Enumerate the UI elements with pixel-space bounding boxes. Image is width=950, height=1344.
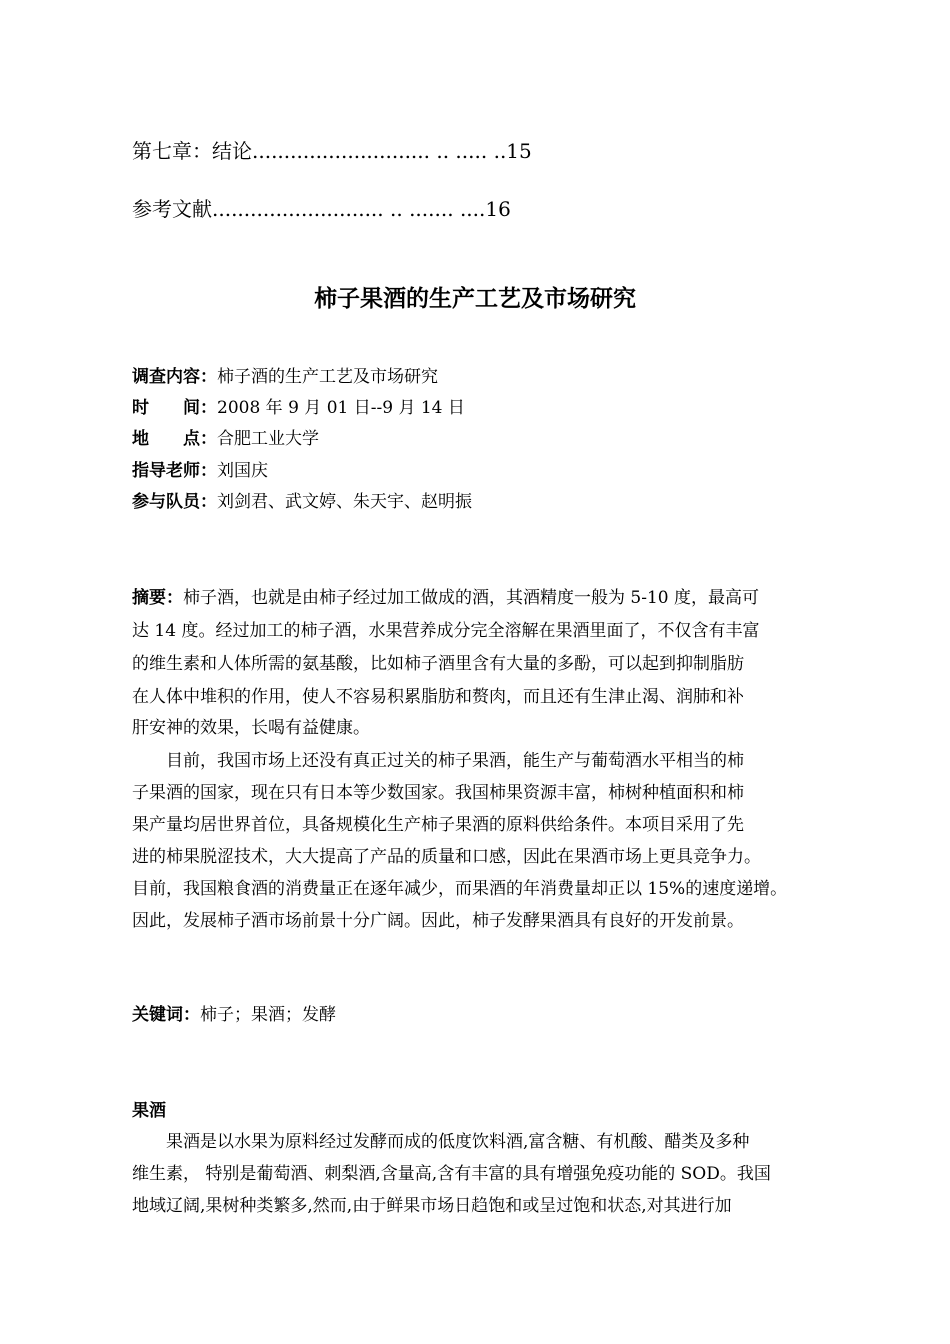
section-line: 果酒是以水果为原料经过发酵而成的低度饮料酒,富含糖、有机酸、醋类及多种	[132, 1132, 750, 1152]
toc-entry-references[interactable]: 参考文献........................... .. ....... ....16	[132, 197, 511, 221]
info-label: 调查内容：	[132, 367, 217, 387]
document-title: 柿子果酒的生产工艺及市场研究	[314, 286, 636, 312]
section-line: 地域辽阔,果树种类繁多,然而,由于鲜果市场日趋饱和或呈过饱和状态,对其进行加	[132, 1196, 732, 1216]
info-value: 2008 年 9 月 01 日--9 月 14 日	[217, 398, 465, 418]
info-label: 时 间：	[132, 398, 217, 418]
abstract-line: 子果酒的国家，现在只有日本等少数国家。我国柿果资源丰富，柿树种植面积和柿	[132, 783, 744, 803]
info-label: 参与队员：	[132, 492, 217, 512]
info-row-location	[132, 427, 832, 451]
info-row-time	[132, 396, 832, 420]
abstract-line: 在人体中堆积的作用，使人不容易积累脂肪和赘肉，而且还有生津止渴、润肺和补	[132, 687, 744, 707]
abstract-line: 目前，我国市场上还没有真正过关的柿子果酒，能生产与葡萄酒水平相当的柿	[132, 751, 744, 771]
info-label: 指导老师：	[132, 461, 217, 481]
abstract-line: 的维生素和人体所需的氨基酸，比如柿子酒里含有大量的多酚，可以起到抑制脂肪	[132, 654, 744, 674]
abstract-line: 摘要：柿子酒，也就是由柿子经过加工做成的酒，其酒精度一般为 5-10 度，最高可	[132, 588, 759, 608]
info-value: 柿子酒的生产工艺及市场研究	[217, 367, 438, 387]
abstract-line: 果产量均居世界首位，具备规模化生产柿子果酒的原料供给条件。本项目采用了先	[132, 815, 744, 835]
info-row-content	[132, 365, 832, 389]
info-row-members	[132, 490, 832, 514]
abstract-line: 进的柿果脱涩技术，大大提高了产品的质量和口感，因此在果酒市场上更具竞争力。	[132, 847, 761, 867]
abstract-line: 达 14 度。经过加工的柿子酒，水果营养成分完全溶解在果酒里面了，不仅含有丰富	[132, 621, 760, 641]
abstract-line: 因此，发展柿子酒市场前景十分广阔。因此，柿子发酵果酒具有良好的开发前景。	[132, 911, 744, 931]
abstract-label: 摘要：	[132, 588, 183, 608]
info-value: 刘剑君、武文婷、朱天宇、赵明振	[217, 492, 472, 512]
section-heading: 果酒	[132, 1101, 166, 1121]
keywords-label: 关键词：	[132, 1005, 200, 1025]
info-value: 合肥工业大学	[217, 429, 319, 449]
info-row-advisor	[132, 459, 832, 483]
info-value: 刘国庆	[217, 461, 268, 481]
section-line: 维生素， 特别是葡萄酒、刺梨酒,含量高,含有丰富的具有增强免疫功能的 SOD。我国	[132, 1164, 771, 1184]
abstract-line: 肝安神的效果，长喝有益健康。	[132, 718, 370, 738]
keywords-value: 柿子；果酒；发酵	[200, 1005, 336, 1025]
info-label: 地 点：	[132, 429, 217, 449]
toc-entry-conclusion[interactable]: 第七章：结论............................ .. ..... ..15	[132, 139, 532, 163]
keywords-line	[132, 1003, 852, 1027]
abstract-line: 目前，我国粮食酒的消费量正在逐年减少，而果酒的年消费量却正以 15%的速度递增。	[132, 879, 788, 899]
